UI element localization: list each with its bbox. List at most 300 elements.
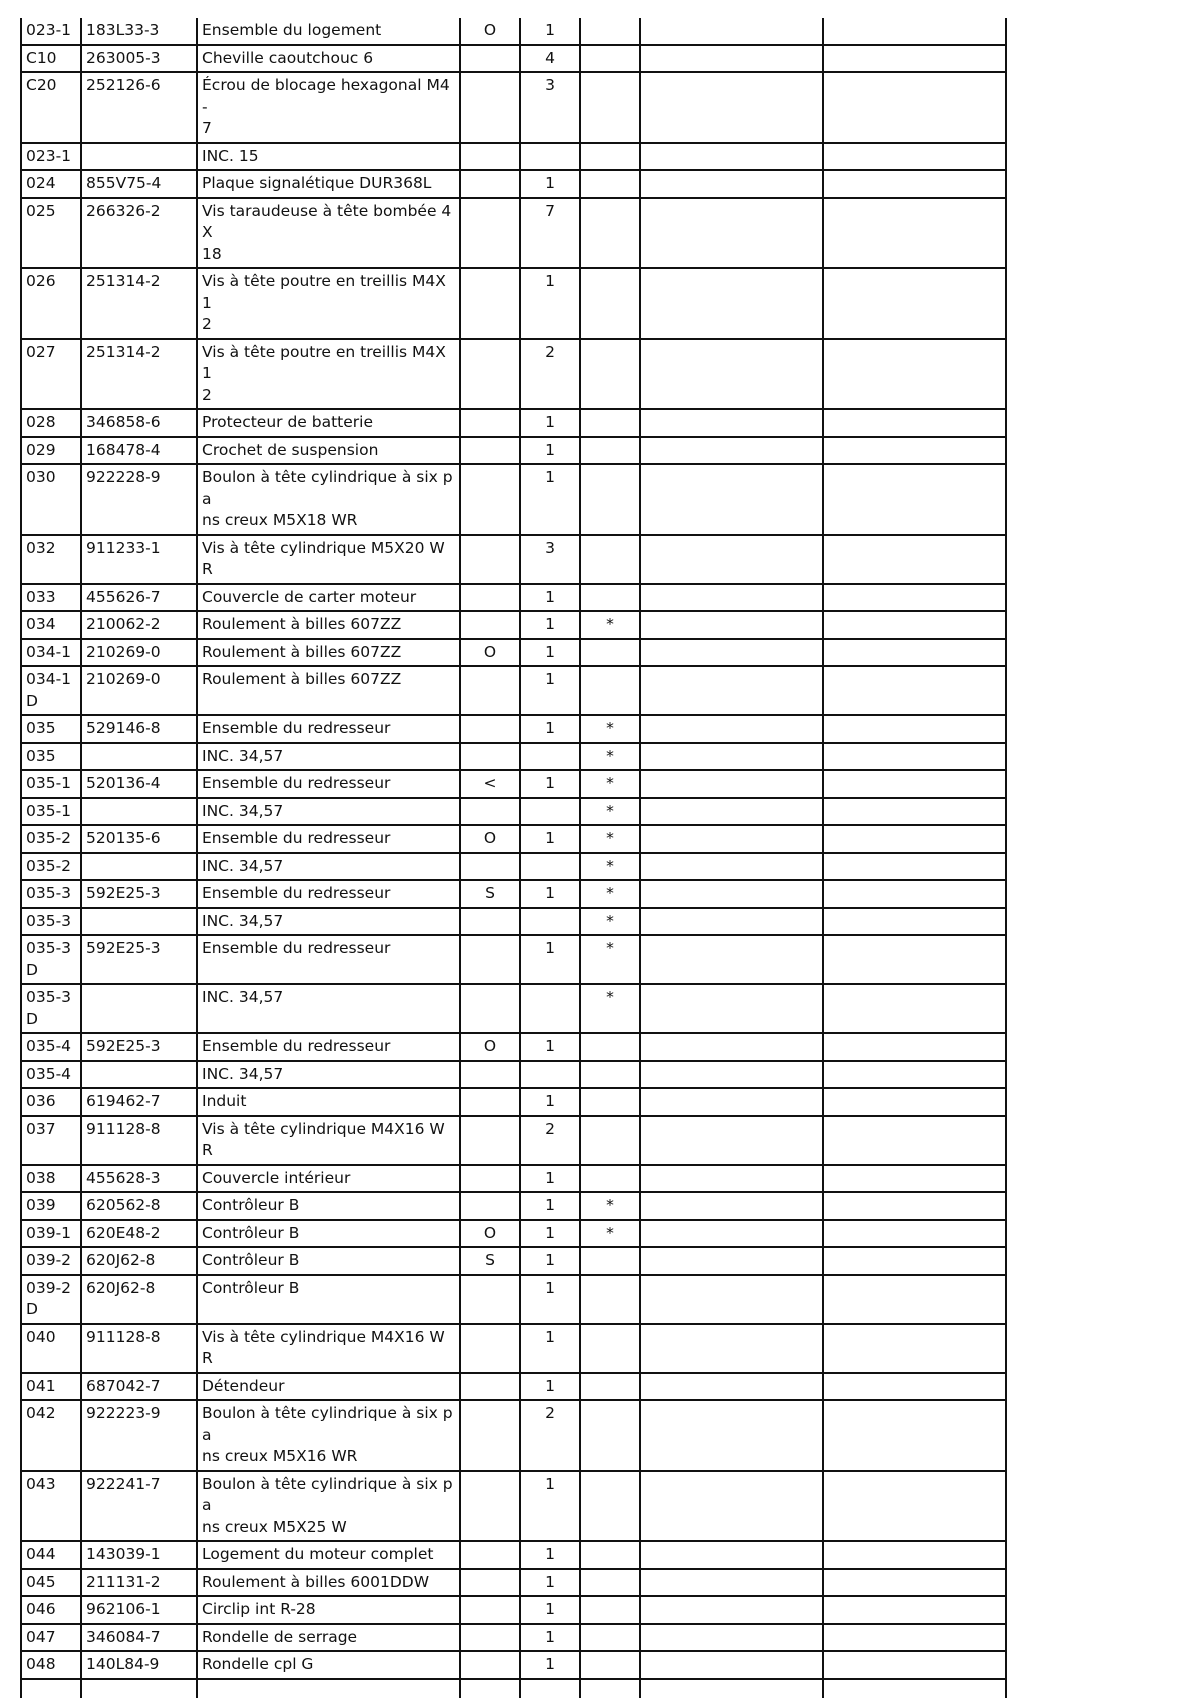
description-cell: Rondelle cpl G xyxy=(197,1651,460,1679)
part-number-cell: 210269-0 xyxy=(81,666,197,715)
description-cell: Vis taraudeuse à tête bombée 4X 18 xyxy=(197,198,460,269)
empty-cell xyxy=(823,1596,1006,1624)
note-cell xyxy=(580,18,640,45)
item-number-cell: 034-1 xyxy=(21,639,81,667)
item-number-cell: 040 xyxy=(21,1324,81,1373)
empty-cell xyxy=(823,880,1006,908)
empty-cell xyxy=(640,1679,823,1698)
item-number-cell: 044 xyxy=(21,1541,81,1569)
description-cell: Cheville caoutchouc 6 xyxy=(197,45,460,73)
part-number-cell: 210062-2 xyxy=(81,611,197,639)
note-cell: * xyxy=(580,1220,640,1248)
part-number-cell xyxy=(81,984,197,1033)
quantity-cell: 3 xyxy=(520,535,580,584)
item-number-cell: 035-3 D xyxy=(21,984,81,1033)
empty-cell xyxy=(823,1247,1006,1275)
note-cell: * xyxy=(580,880,640,908)
description-cell: Protecteur de batterie xyxy=(197,409,460,437)
empty-cell xyxy=(640,1192,823,1220)
empty-cell xyxy=(640,535,823,584)
part-number-cell: 252126-6 xyxy=(81,72,197,143)
quantity-cell: 1 xyxy=(520,1651,580,1679)
description-cell: Boulon à tête cylindrique à six pa ns creux M5X25 W xyxy=(197,1471,460,1542)
table-row xyxy=(21,1192,1006,1220)
part-number-cell: 140L84-9 xyxy=(81,1651,197,1679)
part-number-cell: 263005-3 xyxy=(81,45,197,73)
item-number-cell: 027 xyxy=(21,339,81,410)
quantity-cell: 2 xyxy=(520,1116,580,1165)
note-cell xyxy=(580,1541,640,1569)
empty-cell xyxy=(640,1275,823,1324)
quantity-cell: 1 xyxy=(520,825,580,853)
quantity-cell: 1 xyxy=(520,1247,580,1275)
description-cell: Boulon à tête cylindrique à six pa ns creux M5X16 WR xyxy=(197,1400,460,1471)
empty-cell xyxy=(640,770,823,798)
note-cell xyxy=(580,45,640,73)
empty-cell xyxy=(640,1247,823,1275)
table-row xyxy=(21,825,1006,853)
empty-cell xyxy=(823,770,1006,798)
empty-cell xyxy=(640,1116,823,1165)
description-cell: Ensemble du redresseur xyxy=(197,935,460,984)
flag-cell xyxy=(460,1400,520,1471)
flag-cell xyxy=(460,1165,520,1193)
flag-cell xyxy=(460,1596,520,1624)
note-cell: * xyxy=(580,770,640,798)
quantity-cell: 1 xyxy=(520,639,580,667)
description-cell: Contrôleur B xyxy=(197,1192,460,1220)
table-row xyxy=(21,1033,1006,1061)
empty-cell xyxy=(823,339,1006,410)
quantity-cell: 2 xyxy=(520,1400,580,1471)
quantity-cell: 1 xyxy=(520,1275,580,1324)
part-number-cell: 922228-9 xyxy=(81,464,197,535)
empty-cell xyxy=(640,984,823,1033)
quantity-cell: 4 xyxy=(520,45,580,73)
quantity-cell: 1 xyxy=(520,1569,580,1597)
quantity-cell xyxy=(520,798,580,826)
description-cell: Roulement à billes 607ZZ xyxy=(197,666,460,715)
empty-cell xyxy=(823,1569,1006,1597)
table-row xyxy=(21,1116,1006,1165)
note-cell: * xyxy=(580,853,640,881)
item-number-cell: C20 xyxy=(21,72,81,143)
table-row xyxy=(21,639,1006,667)
table-row xyxy=(21,584,1006,612)
empty-cell xyxy=(640,1541,823,1569)
empty-cell xyxy=(640,170,823,198)
note-cell xyxy=(580,268,640,339)
part-number-cell: 687042-7 xyxy=(81,1373,197,1401)
note-cell xyxy=(580,464,640,535)
quantity-cell: 1 xyxy=(520,409,580,437)
empty-cell xyxy=(640,825,823,853)
note-cell xyxy=(580,1596,640,1624)
quantity-cell xyxy=(520,984,580,1033)
flag-cell xyxy=(460,1192,520,1220)
description-cell: Logement du moteur complet xyxy=(197,1541,460,1569)
flag-cell xyxy=(460,935,520,984)
flag-cell xyxy=(460,1541,520,1569)
note-cell xyxy=(580,1275,640,1324)
table-row xyxy=(21,1247,1006,1275)
item-number-cell: 033 xyxy=(21,584,81,612)
item-number-cell: 028 xyxy=(21,409,81,437)
flag-cell xyxy=(460,198,520,269)
empty-cell xyxy=(823,1324,1006,1373)
empty-cell xyxy=(823,143,1006,171)
table-row xyxy=(21,1400,1006,1471)
empty-cell xyxy=(823,535,1006,584)
empty-cell xyxy=(823,1624,1006,1652)
quantity-cell: 1 xyxy=(520,1165,580,1193)
item-number-cell: C10 xyxy=(21,45,81,73)
quantity-cell: 1 xyxy=(520,1373,580,1401)
part-number-cell: 529146-8 xyxy=(81,715,197,743)
flag-cell xyxy=(460,339,520,410)
empty-cell xyxy=(640,853,823,881)
note-cell xyxy=(580,1324,640,1373)
empty-cell xyxy=(823,908,1006,936)
description-cell: Contrôleur B xyxy=(197,1220,460,1248)
item-number-cell: 029 xyxy=(21,437,81,465)
description-cell: Écrou de blocage hexagonal M4- 7 xyxy=(197,72,460,143)
note-cell xyxy=(580,170,640,198)
description-cell: Ensemble du redresseur xyxy=(197,715,460,743)
description-cell: INC. 34,57 xyxy=(197,798,460,826)
empty-cell xyxy=(640,666,823,715)
empty-cell xyxy=(640,1569,823,1597)
flag-cell xyxy=(460,464,520,535)
flag-cell xyxy=(460,1275,520,1324)
table-row xyxy=(21,437,1006,465)
note-cell xyxy=(580,1165,640,1193)
item-number-cell: 035-1 xyxy=(21,770,81,798)
empty-cell xyxy=(640,464,823,535)
table-row xyxy=(21,1061,1006,1089)
empty-cell xyxy=(823,1061,1006,1089)
flag-cell xyxy=(460,584,520,612)
quantity-cell xyxy=(520,908,580,936)
item-number-cell: 035-2 xyxy=(21,853,81,881)
note-cell: * xyxy=(580,825,640,853)
item-number-cell: 035-3 xyxy=(21,880,81,908)
quantity-cell: 1 xyxy=(520,1192,580,1220)
table-row xyxy=(21,1471,1006,1542)
quantity-cell: 1 xyxy=(520,880,580,908)
note-cell xyxy=(580,1651,640,1679)
flag-cell xyxy=(460,908,520,936)
empty-cell xyxy=(823,1165,1006,1193)
item-number-cell: 035-1 xyxy=(21,798,81,826)
quantity-cell xyxy=(520,853,580,881)
quantity-cell: 1 xyxy=(520,770,580,798)
quantity-cell: 1 xyxy=(520,611,580,639)
quantity-cell: 1 xyxy=(520,666,580,715)
flag-cell: O xyxy=(460,1033,520,1061)
empty-cell xyxy=(640,1651,823,1679)
empty-cell xyxy=(81,1679,197,1698)
empty-cell xyxy=(640,437,823,465)
item-number-cell: 035 xyxy=(21,715,81,743)
empty-cell xyxy=(640,908,823,936)
empty-cell xyxy=(640,1220,823,1248)
note-cell xyxy=(580,72,640,143)
flag-cell: O xyxy=(460,639,520,667)
description-cell: Circlip int R-28 xyxy=(197,1596,460,1624)
note-cell xyxy=(580,639,640,667)
flag-cell xyxy=(460,72,520,143)
flag-cell xyxy=(460,743,520,771)
description-cell: INC. 34,57 xyxy=(197,1061,460,1089)
note-cell xyxy=(580,666,640,715)
part-number-cell: 455628-3 xyxy=(81,1165,197,1193)
flag-cell xyxy=(460,611,520,639)
table-row xyxy=(21,464,1006,535)
note-cell: * xyxy=(580,1192,640,1220)
table-row xyxy=(21,880,1006,908)
description-cell: Vis à tête cylindrique M4X16 WR xyxy=(197,1324,460,1373)
empty-cell xyxy=(640,1088,823,1116)
empty-cell xyxy=(823,1275,1006,1324)
empty-cell xyxy=(640,715,823,743)
item-number-cell: 025 xyxy=(21,198,81,269)
description-cell: INC. 15 xyxy=(197,143,460,171)
flag-cell xyxy=(460,1373,520,1401)
empty-cell xyxy=(197,1679,460,1698)
quantity-cell: 1 xyxy=(520,1471,580,1542)
empty-cell xyxy=(823,935,1006,984)
note-cell xyxy=(580,1624,640,1652)
flag-cell xyxy=(460,715,520,743)
part-number-cell: 592E25-3 xyxy=(81,935,197,984)
description-cell: Roulement à billes 6001DDW xyxy=(197,1569,460,1597)
note-cell xyxy=(580,1569,640,1597)
item-number-cell: 039 xyxy=(21,1192,81,1220)
quantity-cell: 1 xyxy=(520,268,580,339)
description-cell: Contrôleur B xyxy=(197,1247,460,1275)
part-number-cell: 520135-6 xyxy=(81,825,197,853)
empty-cell xyxy=(823,437,1006,465)
part-number-cell: 620562-8 xyxy=(81,1192,197,1220)
empty-cell xyxy=(823,198,1006,269)
empty-cell xyxy=(823,1373,1006,1401)
table-row xyxy=(21,1596,1006,1624)
flag-cell: S xyxy=(460,880,520,908)
item-number-cell: 047 xyxy=(21,1624,81,1652)
note-cell: * xyxy=(580,908,640,936)
empty-cell xyxy=(640,268,823,339)
empty-cell xyxy=(823,715,1006,743)
table-row xyxy=(21,666,1006,715)
note-cell: * xyxy=(580,611,640,639)
flag-cell xyxy=(460,984,520,1033)
description-cell: Ensemble du redresseur xyxy=(197,880,460,908)
table-row xyxy=(21,611,1006,639)
description-cell: Couvercle de carter moteur xyxy=(197,584,460,612)
part-number-cell: 455626-7 xyxy=(81,584,197,612)
description-cell: Ensemble du redresseur xyxy=(197,1033,460,1061)
note-cell xyxy=(580,584,640,612)
quantity-cell: 2 xyxy=(520,339,580,410)
description-cell: Vis à tête cylindrique M4X16 WR xyxy=(197,1116,460,1165)
note-cell xyxy=(580,1373,640,1401)
part-number-cell xyxy=(81,1061,197,1089)
part-number-cell: 922223-9 xyxy=(81,1400,197,1471)
item-number-cell: 045 xyxy=(21,1569,81,1597)
empty-cell xyxy=(640,611,823,639)
empty-cell xyxy=(640,1624,823,1652)
table-row xyxy=(21,339,1006,410)
description-cell: Boulon à tête cylindrique à six pa ns creux M5X18 WR xyxy=(197,464,460,535)
flag-cell xyxy=(460,143,520,171)
part-number-cell: 911128-8 xyxy=(81,1324,197,1373)
table-row xyxy=(21,715,1006,743)
empty-cell xyxy=(640,798,823,826)
quantity-cell xyxy=(520,1061,580,1089)
item-number-cell: 035-3 xyxy=(21,908,81,936)
empty-cell xyxy=(640,1165,823,1193)
empty-cell xyxy=(640,18,823,45)
flag-cell xyxy=(460,45,520,73)
item-number-cell: 023-1 xyxy=(21,143,81,171)
quantity-cell: 1 xyxy=(520,1624,580,1652)
table-row xyxy=(21,409,1006,437)
table-row xyxy=(21,170,1006,198)
part-number-cell: 346084-7 xyxy=(81,1624,197,1652)
description-cell: Roulement à billes 607ZZ xyxy=(197,639,460,667)
part-number-cell: 620J62-8 xyxy=(81,1247,197,1275)
empty-cell xyxy=(823,1033,1006,1061)
part-number-cell: 911128-8 xyxy=(81,1116,197,1165)
table-row xyxy=(21,1324,1006,1373)
empty-cell xyxy=(823,666,1006,715)
note-cell: * xyxy=(580,743,640,771)
quantity-cell: 1 xyxy=(520,1596,580,1624)
table-row xyxy=(21,45,1006,73)
flag-cell xyxy=(460,798,520,826)
flag-cell xyxy=(460,437,520,465)
part-number-cell: 520136-4 xyxy=(81,770,197,798)
quantity-cell: 1 xyxy=(520,584,580,612)
item-number-cell: 043 xyxy=(21,1471,81,1542)
empty-cell xyxy=(640,1400,823,1471)
part-number-cell: 911233-1 xyxy=(81,535,197,584)
part-number-cell: 143039-1 xyxy=(81,1541,197,1569)
empty-cell xyxy=(823,1192,1006,1220)
part-number-cell: 183L33-3 xyxy=(81,18,197,45)
note-cell: * xyxy=(580,798,640,826)
part-number-cell: 251314-2 xyxy=(81,339,197,410)
description-cell: INC. 34,57 xyxy=(197,853,460,881)
empty-cell xyxy=(823,853,1006,881)
empty-cell xyxy=(640,935,823,984)
part-number-cell: 168478-4 xyxy=(81,437,197,465)
empty-cell xyxy=(823,611,1006,639)
empty-cell xyxy=(640,1033,823,1061)
empty-cell xyxy=(823,1088,1006,1116)
empty-cell xyxy=(823,584,1006,612)
quantity-cell xyxy=(520,743,580,771)
table-row xyxy=(21,743,1006,771)
description-cell: Rondelle de serrage xyxy=(197,1624,460,1652)
empty-cell xyxy=(640,409,823,437)
table-row xyxy=(21,1541,1006,1569)
empty-cell xyxy=(823,639,1006,667)
empty-cell xyxy=(823,1651,1006,1679)
part-number-cell: 962106-1 xyxy=(81,1596,197,1624)
description-cell: Roulement à billes 607ZZ xyxy=(197,611,460,639)
flag-cell xyxy=(460,1651,520,1679)
empty-cell xyxy=(823,464,1006,535)
item-number-cell: 037 xyxy=(21,1116,81,1165)
table-row xyxy=(21,908,1006,936)
part-number-cell: 210269-0 xyxy=(81,639,197,667)
note-cell: * xyxy=(580,935,640,984)
quantity-cell: 3 xyxy=(520,72,580,143)
flag-cell xyxy=(460,1569,520,1597)
item-number-cell: 024 xyxy=(21,170,81,198)
item-number-cell: 035-2 xyxy=(21,825,81,853)
flag-cell xyxy=(460,409,520,437)
description-cell: Ensemble du redresseur xyxy=(197,770,460,798)
item-number-cell: 048 xyxy=(21,1651,81,1679)
quantity-cell: 1 xyxy=(520,170,580,198)
empty-cell xyxy=(823,825,1006,853)
flag-cell xyxy=(460,1116,520,1165)
description-cell: Vis à tête poutre en treillis M4X1 2 xyxy=(197,268,460,339)
empty-cell xyxy=(640,880,823,908)
empty-cell xyxy=(640,743,823,771)
table-row xyxy=(21,935,1006,984)
note-cell xyxy=(580,409,640,437)
table-row xyxy=(21,535,1006,584)
note-cell xyxy=(580,339,640,410)
item-number-cell: 035-4 xyxy=(21,1033,81,1061)
flag-cell xyxy=(460,666,520,715)
empty-cell xyxy=(640,143,823,171)
table-row xyxy=(21,1624,1006,1652)
empty-cell xyxy=(823,1541,1006,1569)
empty-cell xyxy=(823,72,1006,143)
table-row xyxy=(21,798,1006,826)
part-number-cell: 620J62-8 xyxy=(81,1275,197,1324)
flag-cell: S xyxy=(460,1247,520,1275)
empty-cell xyxy=(640,72,823,143)
empty-cell xyxy=(640,1324,823,1373)
quantity-cell: 1 xyxy=(520,1033,580,1061)
note-cell xyxy=(580,1116,640,1165)
note-cell xyxy=(580,1061,640,1089)
table-row xyxy=(21,770,1006,798)
item-number-cell: 036 xyxy=(21,1088,81,1116)
empty-cell xyxy=(21,1679,81,1698)
description-cell: Vis à tête cylindrique M5X20 WR xyxy=(197,535,460,584)
item-number-cell: 046 xyxy=(21,1596,81,1624)
part-number-cell: 211131-2 xyxy=(81,1569,197,1597)
empty-cell xyxy=(823,18,1006,45)
item-number-cell: 026 xyxy=(21,268,81,339)
part-number-cell: 620E48-2 xyxy=(81,1220,197,1248)
quantity-cell: 7 xyxy=(520,198,580,269)
parts-list-page xyxy=(20,18,995,1698)
table-row xyxy=(21,1165,1006,1193)
flag-cell xyxy=(460,1324,520,1373)
flag-cell: O xyxy=(460,18,520,45)
flag-cell: O xyxy=(460,825,520,853)
empty-cell xyxy=(823,1679,1006,1698)
description-cell: Induit xyxy=(197,1088,460,1116)
